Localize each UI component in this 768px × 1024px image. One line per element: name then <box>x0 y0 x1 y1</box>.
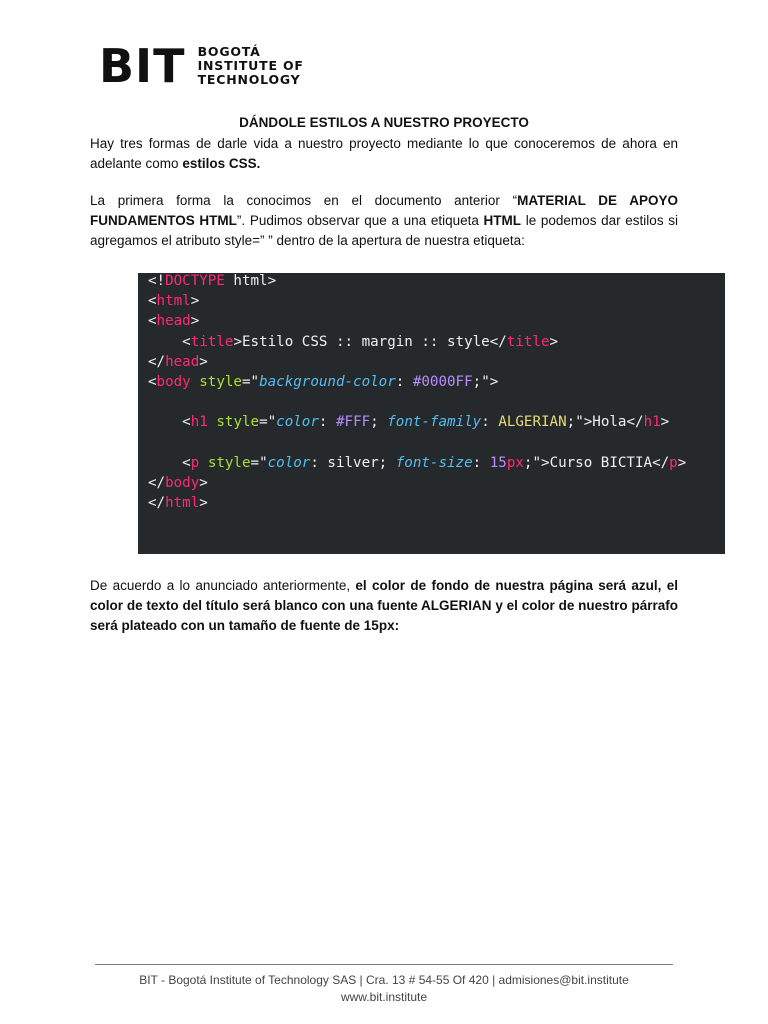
logo-mark: BIT <box>99 39 186 93</box>
code-token-plain: : <box>318 414 336 431</box>
code-token-punct: < <box>148 313 157 330</box>
code-token-attr: style <box>216 414 260 431</box>
code-token-punct: = <box>259 414 268 431</box>
code-token-punct: < <box>148 293 157 310</box>
intro-text: Hay tres formas de darle vida a nuestro proyecto mediante lo que conoceremos de ahora en adelante como <box>90 136 678 171</box>
code-line <box>148 291 725 311</box>
first-method-paragraph <box>90 191 678 251</box>
code-token-punct: > <box>549 333 559 350</box>
code-token-plain: Curso BICTIA <box>549 454 653 471</box>
code-token-tag: html <box>165 495 200 512</box>
code-token-str: " <box>532 454 542 471</box>
code-token-str: " <box>575 414 584 431</box>
code-token-plain <box>199 455 208 471</box>
intro-paragraph <box>90 134 678 174</box>
code-token-plain: Estilo CSS :: margin :: style <box>241 333 490 350</box>
code-token-tag: head <box>156 313 191 330</box>
code-token-punct: </ <box>148 495 166 512</box>
code-line <box>148 473 725 493</box>
code-token-tag: body <box>165 474 200 491</box>
code-token-num: 15 <box>489 454 507 471</box>
code-token-punct: > <box>583 414 593 431</box>
code-line <box>148 332 725 352</box>
code-token-tag: h1 <box>643 414 661 431</box>
code-token-punct: </ <box>148 353 166 370</box>
code-line <box>148 392 725 412</box>
document-title: DÁNDOLE ESTILOS A NUESTRO PROYECTO <box>239 115 529 130</box>
code-token-hex: #FFF <box>335 414 371 431</box>
code-token-plain: ; <box>566 414 576 431</box>
code-token-str: " <box>267 414 277 431</box>
code-token-punct: < <box>182 333 191 350</box>
code-token-punct: > <box>660 414 670 431</box>
code-line <box>148 311 725 331</box>
code-token-tag: html <box>156 293 191 310</box>
code-token-plain: ; <box>523 454 533 471</box>
code-token-prop: background-color <box>259 373 396 390</box>
code-token-punct: = <box>250 454 260 471</box>
result-paragraph <box>90 576 678 636</box>
first-method-text-3: le podemos dar estilos si agregamos el atributo style=” ” dentro de la apertura de nuestra etiqueta: <box>90 213 678 248</box>
first-method-bold-1: MATERIAL DE APOYO FUNDAMENTOS HTML <box>90 193 678 228</box>
code-token-punct: </ <box>148 474 166 491</box>
code-token-hex: #0000FF <box>412 373 473 390</box>
code-token-plain: : <box>395 373 413 390</box>
code-token-str: " <box>250 373 260 390</box>
code-line <box>148 433 725 453</box>
code-token-tag: head <box>165 353 200 370</box>
code-token-plain: Hola <box>592 414 627 431</box>
first-method-text-1: La primera forma la conocimos en el documento anterior “ <box>90 193 518 208</box>
code-token-plain: : silver; <box>310 454 396 471</box>
code-token-tag: DOCTYPE <box>165 273 225 289</box>
logo-line-1: BOGOTÁ <box>197 44 261 59</box>
code-line <box>148 453 725 473</box>
code-token-punct: < <box>182 454 191 471</box>
code-token-punct: > <box>190 293 200 310</box>
code-token-punct: > <box>541 454 550 471</box>
code-token-punct: > <box>199 495 208 512</box>
bit-logo <box>99 39 304 93</box>
code-token-plain: ; <box>472 373 482 390</box>
code-line <box>148 271 725 291</box>
code-line <box>148 493 725 513</box>
logo-wordmark <box>198 45 304 87</box>
code-token-plain <box>191 374 200 390</box>
code-token-str: " <box>481 373 490 390</box>
code-token-punct: > <box>190 313 200 330</box>
code-token-attr: style <box>199 373 242 390</box>
code-token-plain <box>148 455 182 471</box>
first-method-text-2: ”. Pudimos observar que a una etiqueta <box>236 213 484 228</box>
footer-address: BIT - Bogotá Institute of Technology SAS | Cra. 13 # 54-55 Of 420 | admisiones@bit.institute <box>139 973 629 987</box>
footer-website: www.bit.institute <box>340 990 428 1004</box>
code-token-tag: title <box>506 333 550 350</box>
intro-bold: estilos CSS. <box>182 156 261 171</box>
code-token-val: ALGERIAN <box>498 414 567 431</box>
code-token-plain: : <box>481 414 499 431</box>
code-token-punct: > <box>199 474 208 491</box>
code-token-tag: h1 <box>190 414 208 431</box>
result-bold: el color de fondo de nuestra página será azul, el color de texto del título será blanco con una fuente ALGERIAN y el color de nuestro párrafo será plateado con un tamaño de fuente de 15px: <box>90 578 678 633</box>
code-token-punct: </ <box>626 414 644 431</box>
code-token-punct: </ <box>489 333 507 350</box>
code-token-tag: title <box>190 333 234 350</box>
first-method-bold-2: HTML <box>483 213 522 228</box>
code-token-plain: ; <box>370 414 388 431</box>
result-text: De acuerdo a lo anunciado anteriormente, <box>90 578 356 593</box>
code-token-punct: > <box>199 353 208 370</box>
code-token-tag: p <box>669 454 678 471</box>
code-token-tag: p <box>190 454 200 471</box>
code-token-prop: font-size <box>395 454 473 471</box>
code-token-prop: font-family <box>387 414 482 431</box>
code-token-plain <box>148 334 182 350</box>
code-token-punct: <! <box>148 273 166 289</box>
code-screenshot <box>138 273 725 554</box>
code-token-punct: > <box>267 273 277 289</box>
code-token-punct: > <box>233 333 242 350</box>
footer-divider <box>95 964 673 965</box>
code-token-plain <box>148 414 182 430</box>
logo-line-3: TECHNOLOGY <box>197 72 301 87</box>
code-token-prop: color <box>267 454 311 471</box>
code-token-punct: < <box>182 414 191 431</box>
code-token-unit: px <box>506 454 524 471</box>
code-token-punct: < <box>148 373 157 390</box>
code-token-str: " <box>259 454 268 471</box>
code-token-punct: > <box>677 454 687 471</box>
code-token-plain: html <box>224 273 268 289</box>
code-token-tag: body <box>156 373 191 390</box>
code-token-punct: = <box>241 373 251 390</box>
code-token-prop: color <box>276 414 319 431</box>
code-token-plain: : <box>472 454 490 471</box>
code-token-punct: > <box>489 373 499 390</box>
logo-line-2: INSTITUTE OF <box>197 58 304 73</box>
code-line <box>148 352 725 372</box>
code-line <box>148 372 725 392</box>
code-line <box>148 412 725 432</box>
code-token-punct: </ <box>652 454 670 471</box>
code-token-attr: style <box>207 454 251 471</box>
